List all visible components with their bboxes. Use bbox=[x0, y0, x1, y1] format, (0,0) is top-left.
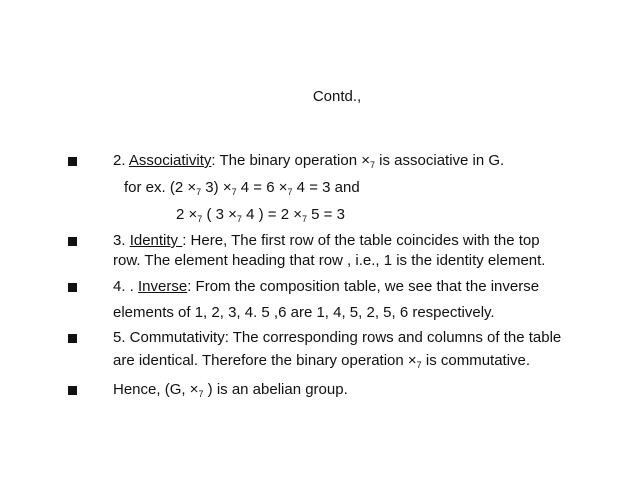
op-subscript: 7 bbox=[231, 187, 237, 197]
op-subscript: 7 bbox=[198, 389, 204, 399]
op-subscript: 7 bbox=[196, 187, 202, 197]
item-text: : From the composition table, we see that the inverse bbox=[187, 278, 540, 295]
op-times-symbol: × bbox=[278, 179, 288, 196]
item-text: are identical. Therefore the binary operation bbox=[113, 352, 408, 369]
associativity-line bbox=[113, 151, 504, 171]
bullet-marker bbox=[68, 157, 77, 166]
example-text: 2 bbox=[176, 206, 189, 223]
item-text: Hence, (G, bbox=[113, 381, 190, 398]
op-subscript: 7 bbox=[197, 214, 203, 224]
op-times-symbol: × bbox=[407, 352, 417, 369]
example-text: ( 3 bbox=[202, 206, 229, 223]
conclusion-line bbox=[113, 380, 348, 400]
op-times-symbol: × bbox=[222, 179, 232, 196]
identity-line-2 bbox=[113, 251, 545, 271]
inverse-line-2 bbox=[113, 303, 495, 323]
op-times-symbol: × bbox=[187, 179, 197, 196]
item-number: 3. bbox=[113, 232, 130, 249]
op-times-symbol: × bbox=[293, 206, 302, 223]
op-subscript: 7 bbox=[416, 360, 422, 370]
op-times-symbol: × bbox=[361, 152, 370, 169]
example-line-1 bbox=[124, 178, 360, 198]
example-text: 4 = 6 bbox=[236, 179, 279, 196]
identity-line-1 bbox=[113, 231, 540, 251]
item-text: elements of 1, 2, 3, 4. 5 ,6 are 1, 4, 5, 2, 5, 6 respectively. bbox=[113, 304, 495, 321]
bullet-marker bbox=[68, 237, 77, 246]
item-text: row. The element heading that row , i.e., 1 is the identity element. bbox=[113, 252, 546, 269]
op-times-symbol: × bbox=[228, 206, 237, 223]
bullet-marker bbox=[68, 283, 77, 292]
commutativity-line-2 bbox=[113, 351, 530, 371]
commutativity-line-1 bbox=[113, 328, 561, 348]
example-text: 3) bbox=[201, 179, 223, 196]
item-text: ) is an abelian group. bbox=[203, 381, 348, 398]
op-times-symbol: × bbox=[188, 206, 198, 223]
inverse-line-1 bbox=[113, 277, 539, 297]
item-number: 2. bbox=[113, 152, 129, 169]
op-subscript: 7 bbox=[369, 160, 375, 170]
example-text: 4 ) = 2 bbox=[241, 206, 294, 223]
op-times-symbol: × bbox=[189, 381, 199, 398]
bullet-marker bbox=[68, 334, 77, 343]
term-associativity: Associativity bbox=[128, 152, 212, 169]
bullet-marker bbox=[68, 386, 77, 395]
example-text: 5 = 3 bbox=[306, 206, 345, 223]
item-text: is associative in G. bbox=[379, 152, 505, 169]
item-text: is commutative. bbox=[421, 352, 531, 369]
op-subscript: 7 bbox=[287, 187, 293, 197]
item-text: : The binary operation bbox=[211, 152, 362, 169]
term-inverse: Inverse bbox=[138, 278, 188, 295]
page-title: Contd., bbox=[312, 88, 362, 105]
op-subscript: 7 bbox=[236, 214, 242, 224]
op-subscript: 7 bbox=[301, 214, 307, 224]
item-number: 4. . bbox=[113, 278, 139, 295]
example-line-2 bbox=[176, 205, 345, 225]
term-identity: Identity bbox=[129, 232, 183, 249]
item-text: 5. Commutativity: The corresponding rows and columns of the table bbox=[113, 329, 562, 346]
example-text: 4 = 3 and bbox=[292, 179, 360, 196]
example-text: for ex. (2 bbox=[124, 179, 188, 196]
item-text: : Here, The first row of the table coincides with the top bbox=[182, 232, 540, 249]
